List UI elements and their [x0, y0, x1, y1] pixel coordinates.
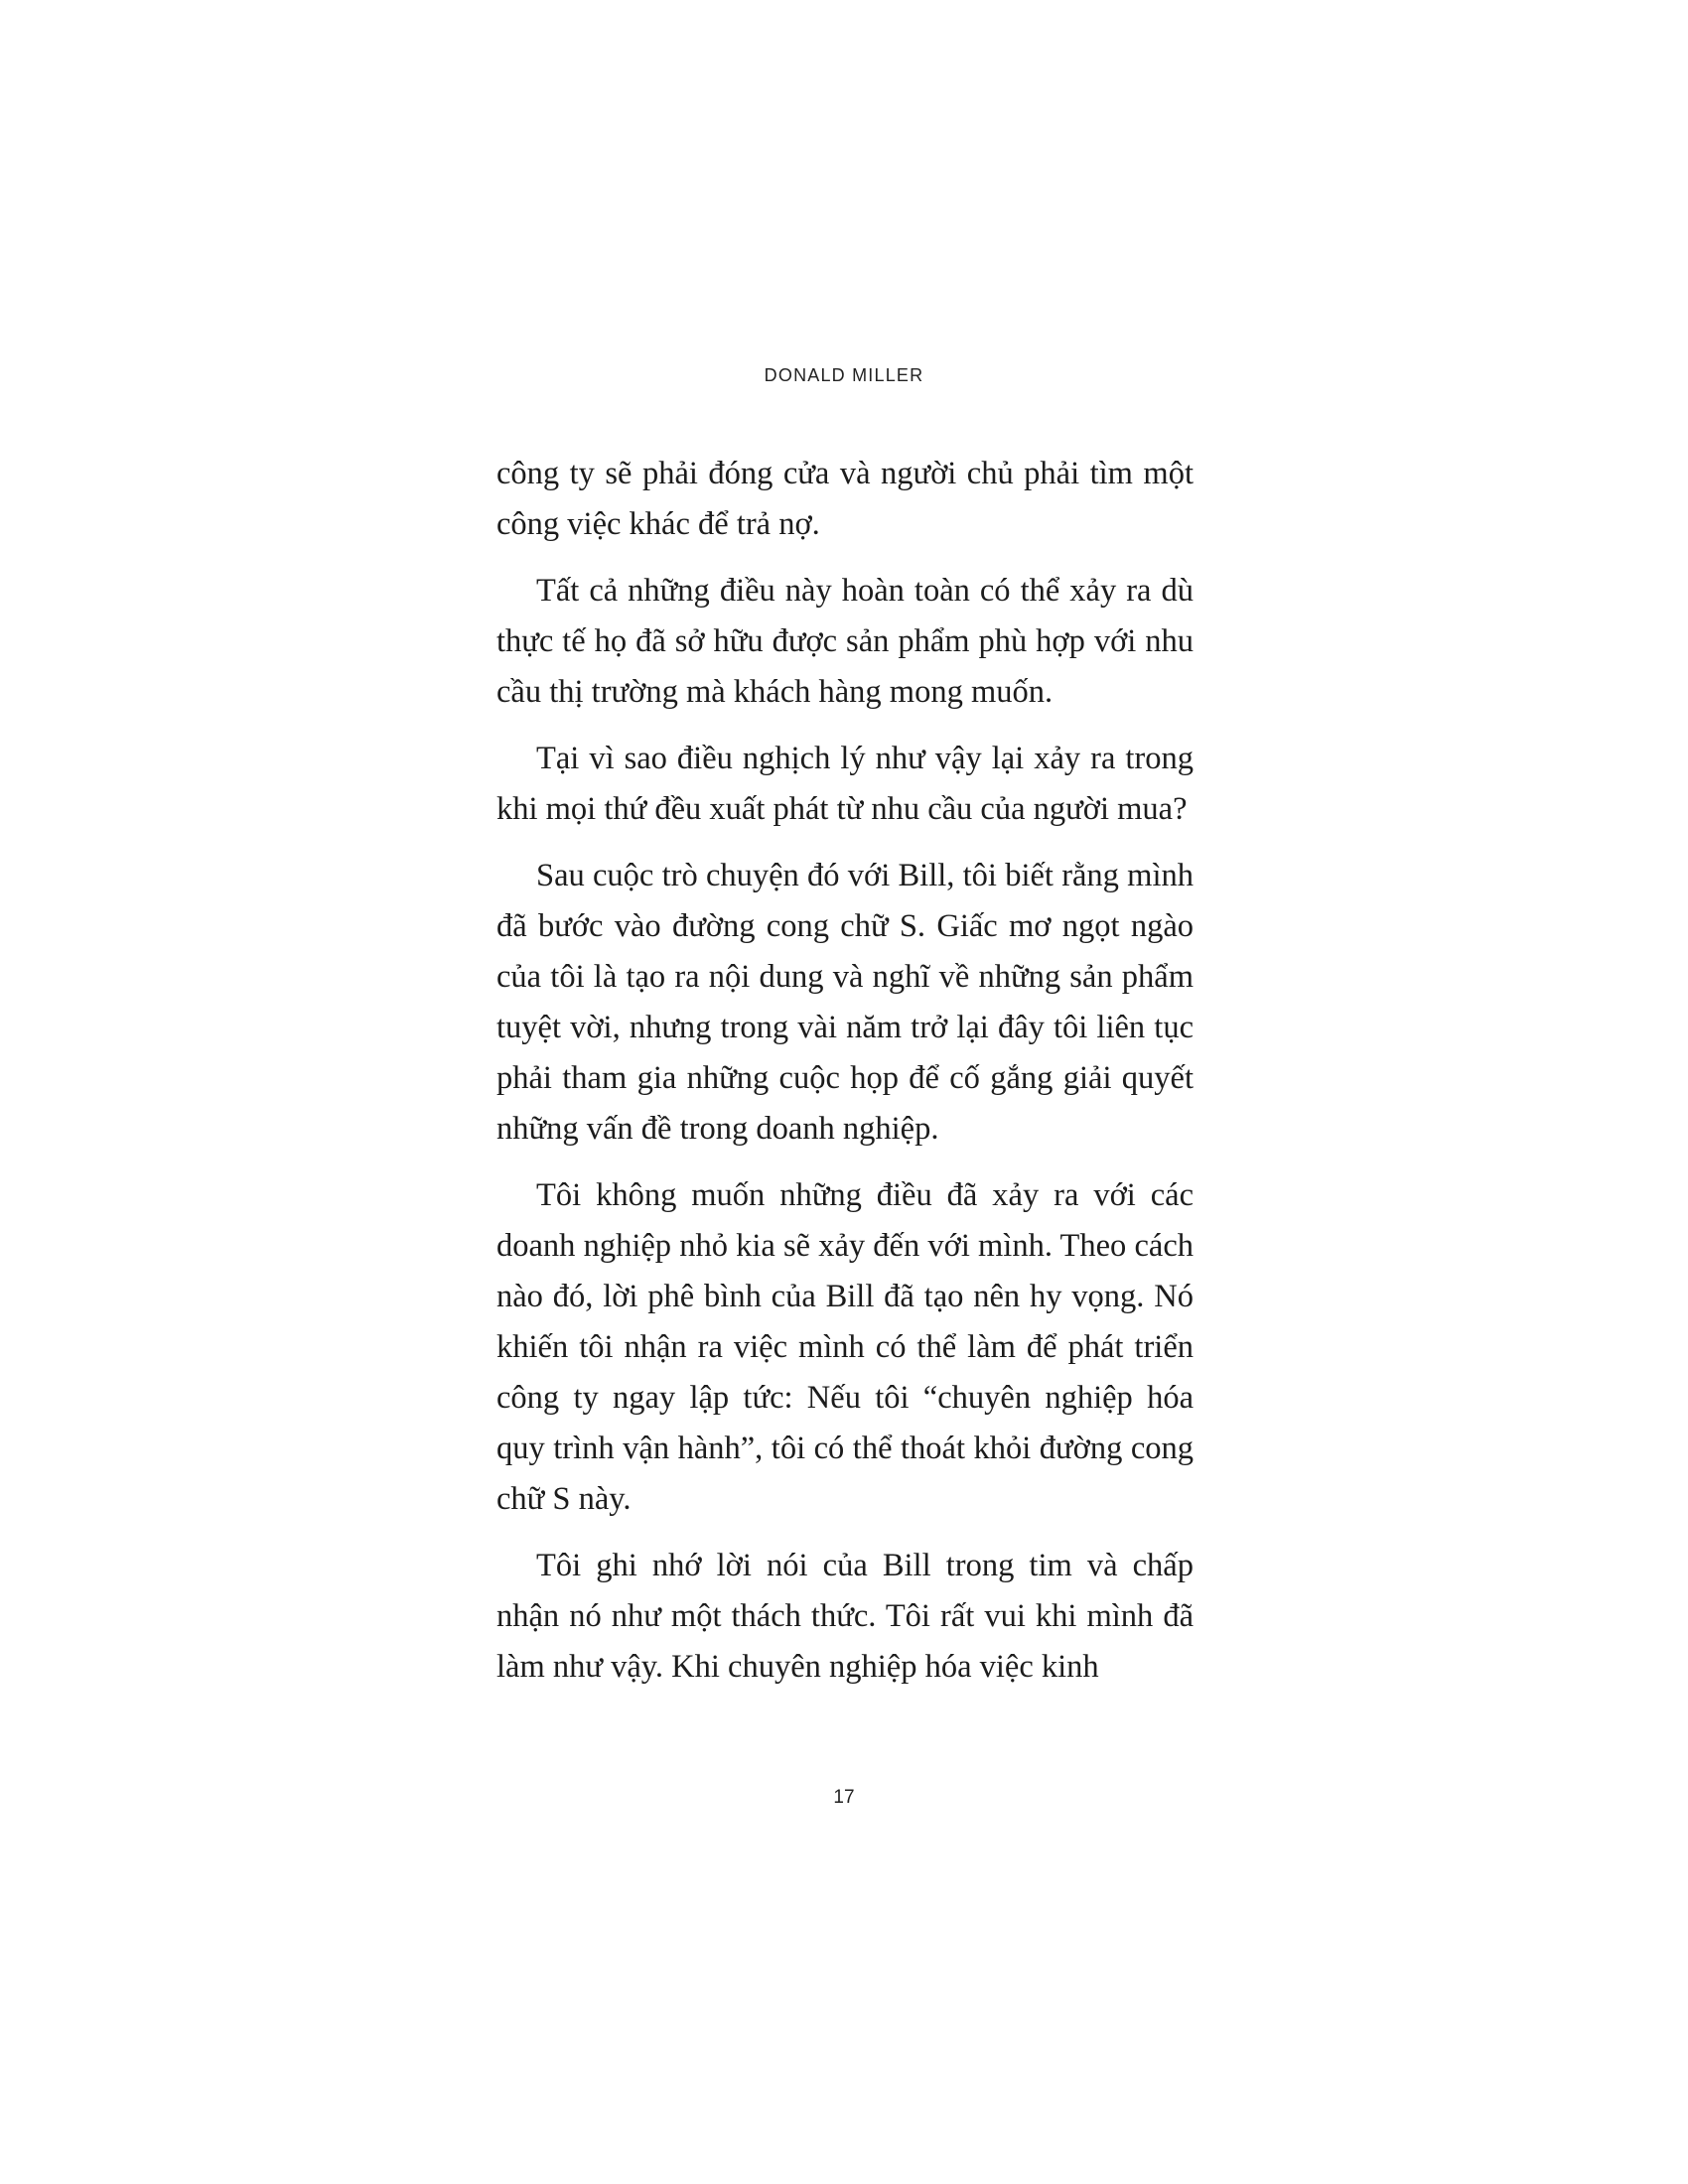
running-header-author: DONALD MILLER — [764, 365, 924, 385]
body-text — [496, 449, 1194, 1708]
paragraph: Tôi không muốn những điều đã xảy ra với các doanh nghiệp nhỏ kia sẽ xảy đến với mình. Theo cách nào đó, lời phê bình của Bill đã tạo nên hy vọng. Nó khiến tôi nhận ra việc mình có thể làm để phát triển công ty ngay lập tức: Nếu tôi “chuyên nghiệp hóa quy trình vận hành”, tôi có thể thoát khỏi đường cong chữ S này. — [496, 1177, 1194, 1517]
paragraph: Tại vì sao điều nghịch lý như vậy lại xảy ra trong khi mọi thứ đều xuất phát từ nhu cầu của người mua? — [496, 741, 1194, 827]
paragraph: công ty sẽ phải đóng cửa và người chủ phải tìm một công việc khác để trả nợ. — [496, 456, 1194, 542]
paragraph: Tôi ghi nhớ lời nói của Bill trong tim và chấp nhận nó như một thách thức. Tôi rất vui khi mình đã làm như vậy. Khi chuyên nghiệp hóa việc kinh — [496, 1548, 1194, 1685]
page-number: 17 — [833, 1787, 855, 1808]
paragraph: Sau cuộc trò chuyện đó với Bill, tôi biết rằng mình đã bước vào đường cong chữ S. Giấc mơ ngọt ngào của tôi là tạo ra nội dung và nghĩ về những sản phẩm tuyệt vời, nhưng trong vài năm trở lại đây tôi liên tục phải tham gia những cuộc họp để cố gắng giải quyết những vấn đề trong doanh nghiệp. — [496, 858, 1194, 1147]
paragraph: Tất cả những điều này hoàn toàn có thể xảy ra dù thực tế họ đã sở hữu được sản phẩm phù hợp với nhu cầu thị trường mà khách hàng mong muốn. — [496, 573, 1194, 710]
